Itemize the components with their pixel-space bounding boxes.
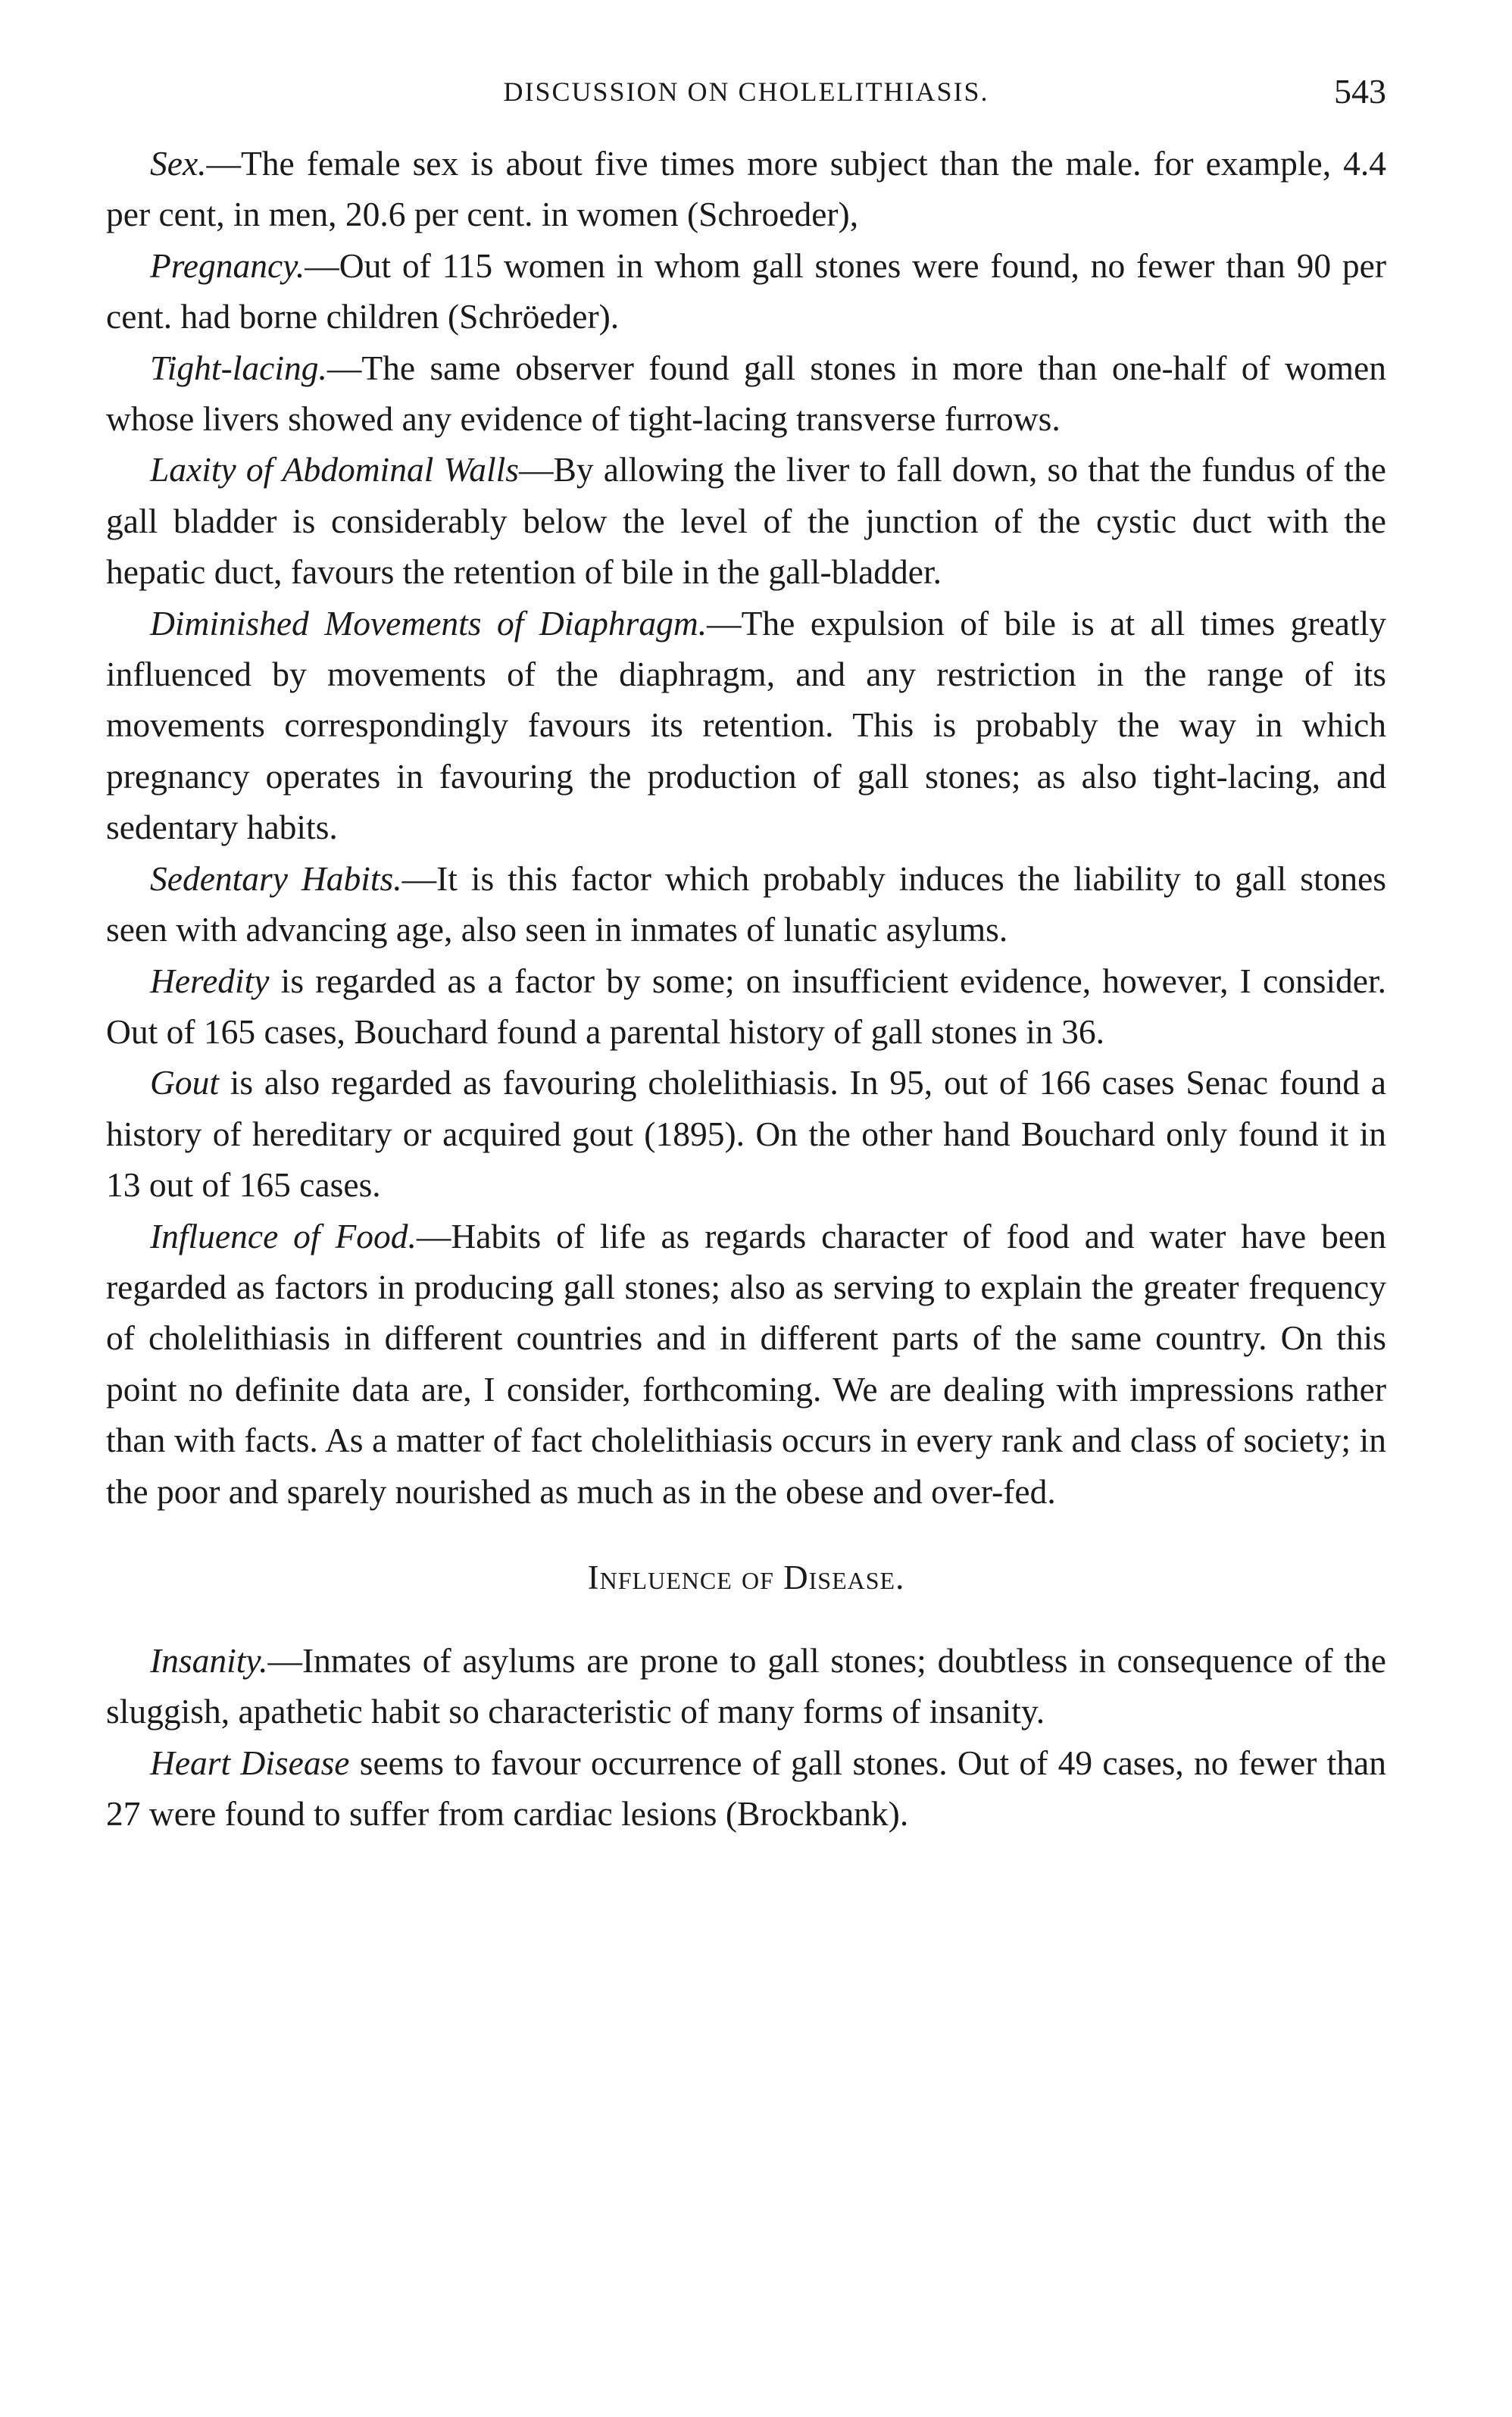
- paragraph-lead: Tight-lacing.: [150, 348, 327, 387]
- paragraph-text: is also regarded as favouring cholelithiasis. In 95, out of 166 cases Senac found a history of hereditary or acquired gout (1895). On the other hand Bouchard only found it in 13 out of 165 cases.: [106, 1063, 1386, 1205]
- paragraph-text: seems to favour occurrence of gall stones. Out of 49 cases, no fewer than 27 were found to suffer from cardiac lesions (Brockbank).: [106, 1743, 1386, 1834]
- paragraph-insanity: [106, 1635, 1386, 1737]
- paragraph-text: —It is this factor which probably induces the liability to gall stones seen with advancing age, also seen in inmates of lunatic asylums.: [106, 858, 1386, 949]
- paragraph-lead: Laxity of Abdominal Walls: [150, 450, 519, 489]
- paragraph-diaphragm: [106, 598, 1386, 853]
- paragraph-text: —The expulsion of bile is at all times greatly influenced by movements of the diaphragm, and any restriction in the range of its movements correspondingly favours its retention. This is probably the way in which pregnancy operates in favouring the production of gall stones; as also tight-lacing, and sedentary habits.: [106, 603, 1386, 847]
- paragraph-sedentary: [106, 853, 1386, 955]
- paragraph-text: —Inmates of asylums are prone to gall stones; doubtless in consequence of the sluggish, apathetic habit so characteristic of many forms of insanity.: [106, 1640, 1386, 1731]
- paragraph-heredity: [106, 955, 1386, 1058]
- paragraph-lead: Pregnancy.: [150, 245, 305, 285]
- paragraph-text: —Out of 115 women in whom gall stones were found, no fewer than 90 per cent. had borne children (Schröeder).: [106, 245, 1386, 336]
- paragraph-heart-disease: [106, 1737, 1386, 1840]
- paragraph-text: —By allowing the liver to fall down, so that the fundus of the gall bladder is considerably below the level of the junction of the cystic duct with the hepatic duct, favours the retention of bile in the gall-bladder.: [106, 450, 1386, 592]
- paragraph-lead: Influence of Food.: [150, 1216, 417, 1255]
- paragraph-sex: [106, 138, 1386, 240]
- paragraph-text: is regarded as a factor by some; on insufficient evidence, however, I consider. Out of 165 cases, Bouchard found a parental history of gall stones in 36.: [106, 961, 1386, 1051]
- paragraph-pregnancy: [106, 240, 1386, 342]
- paragraph-tight-lacing: [106, 342, 1386, 445]
- section-heading: Influence of Disease.: [587, 1558, 905, 1596]
- page-number: 543: [1334, 72, 1386, 111]
- paragraph-lead: Insanity.: [150, 1640, 268, 1680]
- paragraph-food: [106, 1211, 1386, 1517]
- running-title: DISCUSSION ON CHOLELITHIASIS.: [503, 77, 989, 107]
- paragraph-laxity: [106, 444, 1386, 597]
- paragraph-lead: Sedentary Habits.: [150, 858, 402, 898]
- paragraph-lead: Diminished Movements of Diaphragm.: [150, 603, 708, 643]
- paragraph-lead: Sex.: [150, 144, 207, 183]
- paragraph-text: —The same observer found gall stones in more than one-half of women whose livers showed any evidence of tight-lacing transverse furrows.: [106, 348, 1386, 439]
- paragraph-gout: [106, 1057, 1386, 1210]
- paragraph-text: —Habits of life as regards character of food and water have been regarded as factors in producing gall stones; also as serving to explain the greater frequency of cholelithiasis in different countries and in different parts of the same country. On this point no definite data are, I consider, forthcoming. We are dealing with impressions rather than with facts. As a matter of fact cholelithiasis occurs in every rank and class of society; in the poor and sparely nourished as much as in the obese and over-fed.: [106, 1216, 1386, 1511]
- running-head: [106, 68, 1386, 121]
- paragraph-text: —The female sex is about five times more subject than the male. for example, 4.4 per cent, in men, 20.6 per cent. in women (Schroeder),: [106, 144, 1386, 234]
- paragraph-lead: Gout: [150, 1063, 219, 1102]
- paragraph-lead: Heredity: [150, 961, 270, 1000]
- book-page: [106, 68, 1386, 1840]
- paragraph-lead: Heart Disease: [150, 1743, 350, 1782]
